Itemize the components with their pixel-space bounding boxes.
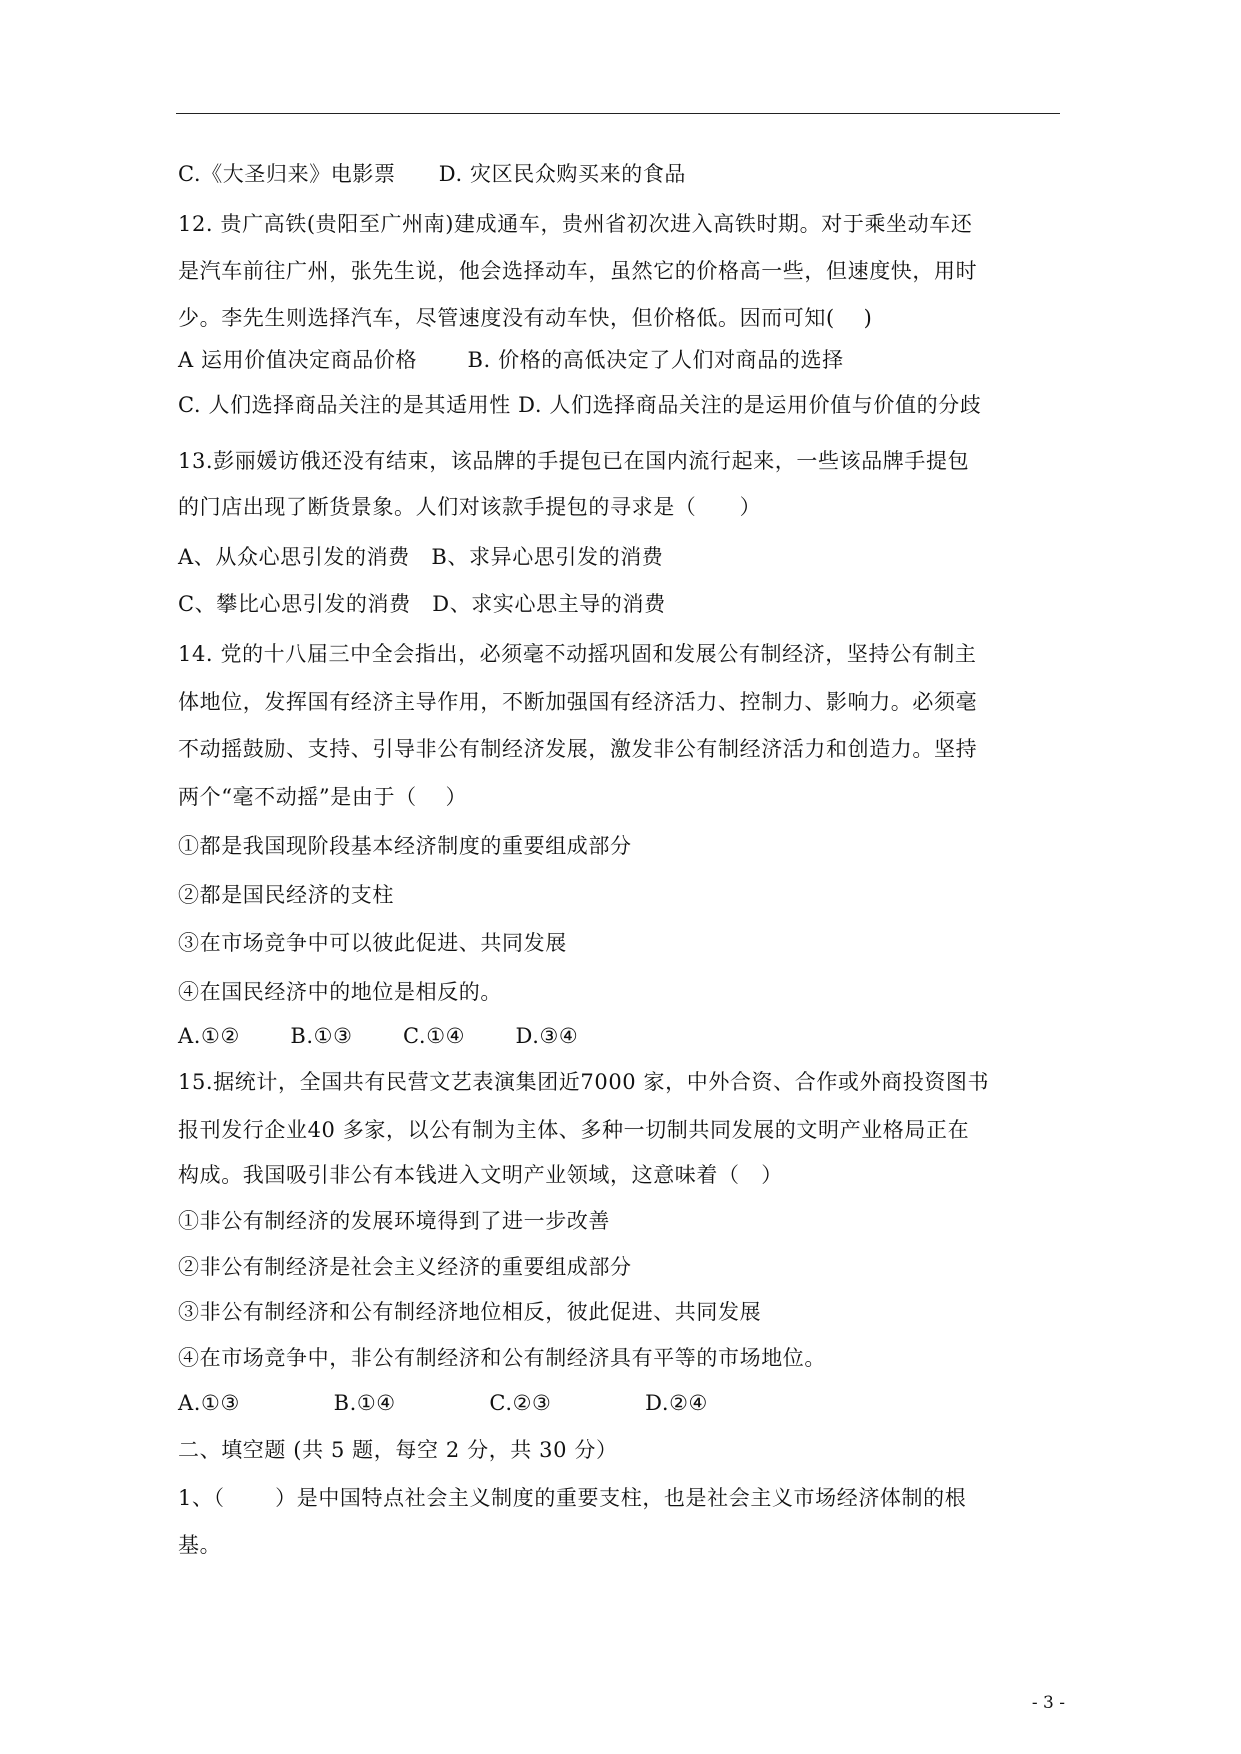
text-line: 13.彭丽媛访俄还没有结束，该品牌的手提包已在国内流行起来，一些该品牌手提包 — [178, 449, 970, 473]
text-line: 1、（ ）是中国特点社会主义制度的重要支柱，也是社会主义市场经济体制的根 — [178, 1486, 967, 1510]
text-line: ①非公有制经济的发展环境得到了进一步改善 — [178, 1209, 610, 1233]
text-line: ①都是我国现阶段基本经济制度的重要组成部分 — [178, 834, 632, 858]
text-line: 少。李先生则选择汽车，尽管速度没有动车快，但价格低。因而可知( ) — [178, 306, 873, 330]
text-line: ③在市场竞争中可以彼此促进、共同发展 — [178, 931, 567, 955]
text-line: A.①② B.①③ C.①④ D.③④ — [178, 1024, 579, 1048]
text-line: 不动摇鼓励、支持、引导非公有制经济发展，激发非公有制经济活力和创造力。坚持 — [178, 737, 978, 761]
text-line: 体地位，发挥国有经济主导作用，不断加强国有经济活力、控制力、影响力。必须毫 — [178, 690, 978, 714]
text-line: 基。 — [178, 1533, 222, 1557]
text-line: 的门店出现了断货景象。人们对该款手提包的寻求是（ ） — [178, 495, 762, 519]
text-line: ④在国民经济中的地位是相反的。 — [178, 980, 502, 1004]
text-line: C. 人们选择商品关注的是其适用性 D. 人们选择商品关注的是运用价值与价值的分歧 — [178, 393, 982, 417]
page-number: - 3 - — [1031, 1693, 1065, 1713]
text-line: ②都是国民经济的支柱 — [178, 883, 394, 907]
text-line: A、从众心思引发的消费 B、求异心思引发的消费 — [178, 545, 664, 569]
text-line: 两个“毫不动摇”是由于（ ） — [178, 785, 468, 809]
text-line: 构成。我国吸引非公有本钱进入文明产业领域，这意味着（ ） — [178, 1163, 783, 1187]
text-line: C、攀比心思引发的消费 D、求实心思主导的消费 — [178, 592, 666, 616]
text-line: A 运用价值决定商品价格 B. 价格的高低决定了人们对商品的选择 — [178, 348, 844, 372]
text-line: 14. 党的十八届三中全会指出，必须毫不动摇巩固和发展公有制经济，坚持公有制主 — [178, 642, 977, 666]
text-line: 二、填空题 (共 5 题，每空 2 分，共 30 分） — [178, 1438, 618, 1462]
text-line: A.①③ B.①④ C.②③ D.②④ — [178, 1391, 708, 1415]
text-line: 12. 贵广高铁(贵阳至广州南)建成通车，贵州省初次进入高铁时期。对于乘坐动车还 — [178, 212, 973, 236]
text-line: ④在市场竞争中，非公有制经济和公有制经济具有平等的市场地位。 — [178, 1346, 826, 1370]
text-line: ②非公有制经济是社会主义经济的重要组成部分 — [178, 1255, 632, 1279]
text-line: 是汽车前往广州，张先生说，他会选择动车，虽然它的价格高一些，但速度快，用时 — [178, 259, 978, 283]
text-line: 15.据统计，全国共有民营文艺表演集团近7000 家，中外合资、合作或外商投资图书 — [178, 1070, 990, 1094]
text-line: 报刊发行企业40 多家，以公有制为主体、多种一切制共同发展的文明产业格局正在 — [178, 1118, 970, 1142]
text-line: ③非公有制经济和公有制经济地位相反，彼此促进、共同发展 — [178, 1300, 762, 1324]
text-line: C.《大圣归来》电影票 D. 灾区民众购买来的食品 — [178, 162, 687, 186]
header-rule — [176, 113, 1060, 114]
